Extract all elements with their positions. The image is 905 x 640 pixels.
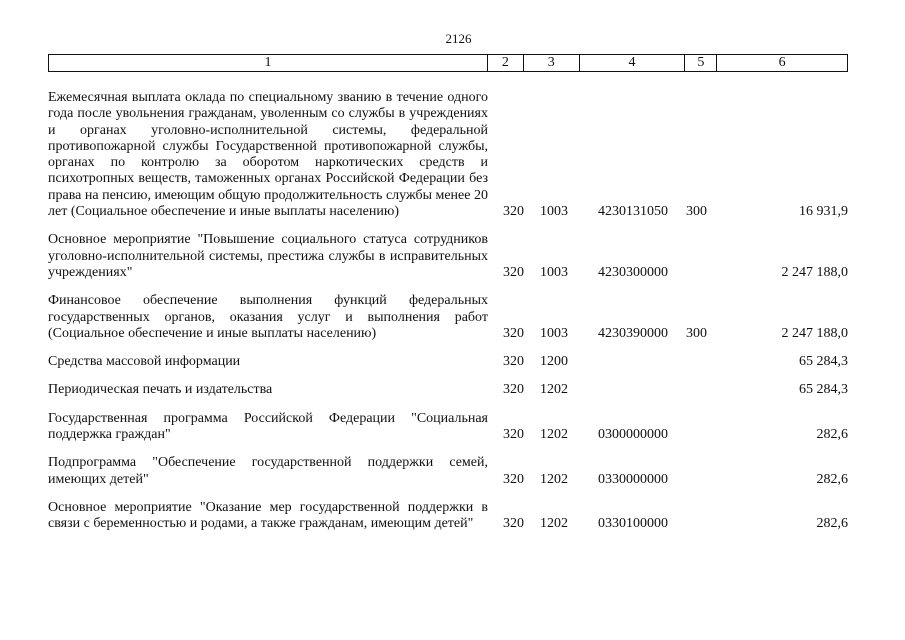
row-code-ministry: 320 (503, 382, 524, 398)
row-code-ministry: 320 (503, 516, 524, 532)
column-header-6: 6 (778, 55, 786, 70)
row-code-section: 1202 (540, 382, 568, 398)
row-code-section: 1200 (540, 354, 568, 370)
row-amount: 16 931,9 (799, 204, 848, 220)
row-code-target: 4230390000 (598, 325, 668, 341)
table-row (48, 354, 850, 370)
row-description: Основное мероприятие "Повышение социального статуса сотрудников уголовно-исполнительной системы, престижа службы в исправительных учреждениях" (48, 232, 488, 280)
row-code-section: 1003 (540, 264, 568, 280)
row-amount: 282,6 (816, 427, 848, 443)
column-header-row (48, 54, 848, 72)
row-code-target: 4230131050 (598, 204, 668, 220)
row-code-target: 4230300000 (598, 264, 668, 280)
row-amount: 2 247 188,0 (781, 264, 848, 280)
row-code-target: 0330100000 (598, 516, 668, 532)
row-code-ministry: 320 (503, 325, 524, 341)
table-row (48, 411, 850, 444)
table-row (48, 90, 850, 220)
row-description: Средства массовой информации (48, 354, 241, 370)
row-code-section: 1202 (540, 516, 568, 532)
row-code-target: 0330000000 (598, 471, 668, 487)
table-row (48, 293, 850, 342)
row-code-ministry: 320 (503, 204, 524, 220)
table-row (48, 500, 850, 533)
row-code-section: 1003 (540, 204, 568, 220)
table-row (48, 232, 850, 281)
table-row (48, 455, 850, 488)
row-amount: 65 284,3 (799, 354, 848, 370)
row-amount: 2 247 188,0 (781, 325, 848, 341)
table-row (48, 382, 850, 398)
row-description: Ежемесячная выплата оклада по специальному званию в течение одного года после увольнения гражданам, уволенным со службы в учреждениях и органах уголовно-исполнительной системы, федеральной противопожарной службы Государственной противопожарной службы, органах по контролю за оборотом наркотических средств и психотропных веществ, таможенных органах Российской Федерации без права на пенсию, имеющим общую продолжительность службы менее 20 лет (Социальное обеспечение и иные выплаты населению) (48, 90, 488, 220)
row-code-ministry: 320 (503, 427, 524, 443)
column-header-1: 1 (49, 55, 488, 71)
page-number: 2126 (445, 31, 472, 46)
row-code-section: 1202 (540, 471, 568, 487)
row-code-ministry: 320 (503, 354, 524, 370)
column-header-3: 3 (524, 55, 580, 71)
row-code-expense-type: 300 (686, 325, 707, 341)
row-description: Основное мероприятие "Оказание мер государственной поддержки в связи с беременностью и родами, а также гражданам, имеющим детей" (48, 499, 488, 532)
column-header-4: 4 (580, 55, 686, 71)
row-code-section: 1003 (540, 325, 568, 341)
row-amount: 282,6 (816, 471, 848, 487)
row-description: Периодическая печать и издательства (48, 382, 273, 398)
column-header-2: 2 (488, 55, 524, 71)
row-description: Государственная программа Российской Федерации "Социальная поддержка граждан" (48, 410, 488, 443)
budget-table-body (48, 90, 850, 545)
row-code-section: 1202 (540, 427, 568, 443)
row-description: Подпрограмма "Обеспечение государственной поддержки семей, имеющих детей" (48, 455, 488, 487)
row-code-expense-type: 300 (686, 204, 707, 220)
row-code-ministry: 320 (503, 471, 524, 487)
row-code-target: 0300000000 (598, 427, 668, 443)
row-amount: 65 284,3 (799, 382, 848, 398)
column-header-5: 5 (685, 55, 717, 71)
row-amount: 282,6 (816, 516, 848, 532)
row-description: Финансовое обеспечение выполнения функций федеральных государственных органов, оказания услуг и выполнения работ (Социальное обеспечение и иные выплаты населению) (48, 293, 488, 341)
row-code-ministry: 320 (503, 264, 524, 280)
